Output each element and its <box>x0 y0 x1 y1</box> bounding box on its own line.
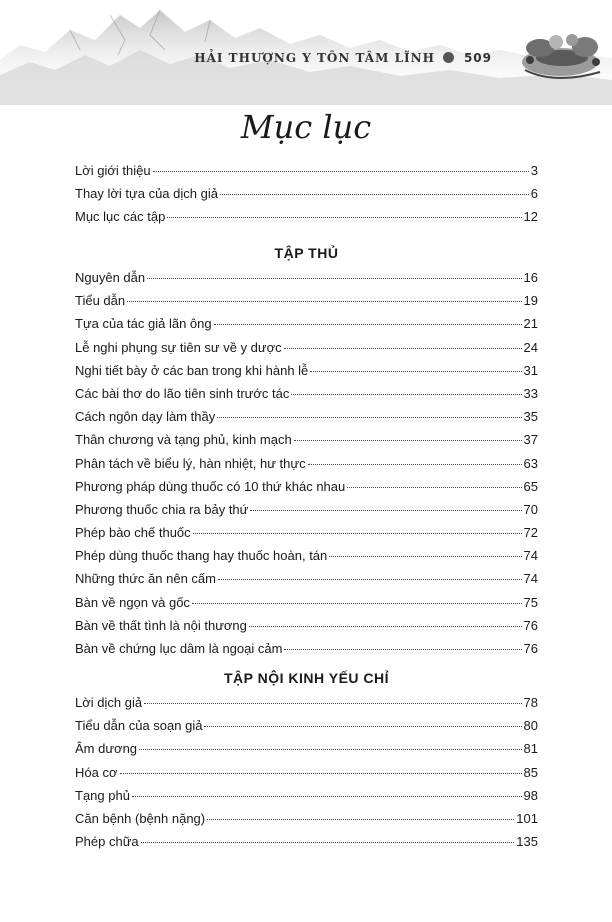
dot-leader <box>310 371 521 372</box>
dot-leader <box>153 171 529 172</box>
dot-leader <box>284 649 521 650</box>
toc-entry[interactable]: Thân chương và tạng phủ, kinh mạch 37 <box>75 432 538 448</box>
toc-entry[interactable]: Tiểu dẫn của soạn giả 80 <box>75 718 538 734</box>
dot-leader <box>141 842 515 843</box>
dot-leader <box>127 301 521 302</box>
toc-entry[interactable]: Nghi tiết bày ở các ban trong khi hành lễ 31 <box>75 362 538 378</box>
dot-leader <box>139 749 522 750</box>
page-number: 509 <box>463 51 492 65</box>
dot-leader <box>347 487 521 488</box>
dot-leader <box>217 417 521 418</box>
dot-leader <box>214 324 522 325</box>
toc-entry[interactable]: Âm dương 81 <box>75 741 538 757</box>
toc-entry[interactable]: Bàn về thất tình là nội thương 76 <box>75 617 538 633</box>
toc-entry[interactable]: Phương thuốc chia ra bảy thứ 70 <box>75 501 538 517</box>
toc-entry[interactable]: Những thức ăn nên cấm 74 <box>75 571 538 587</box>
page-title: Mục lục <box>240 108 372 146</box>
book-title: HẢI THƯỢNG Y TÔN TÂM LĨNH <box>194 51 435 65</box>
dot-leader <box>167 217 521 218</box>
page-header <box>0 0 612 105</box>
toc-entry[interactable]: Phép chữa 135 <box>75 834 538 850</box>
dot-leader <box>294 440 522 441</box>
dot-leader <box>147 278 521 279</box>
toc-entry[interactable]: Hóa cơ 85 <box>75 764 538 780</box>
toc-entry[interactable]: Bàn về chứng lục dâm là ngoại cảm 76 <box>75 641 538 656</box>
toc-entry[interactable]: Tạng phủ 98 <box>75 787 538 803</box>
dot-leader <box>207 819 514 820</box>
dot-leader <box>284 348 522 349</box>
section-tap-thu <box>75 240 538 660</box>
toc-entry[interactable]: Tựa của tác giả lãn ông 21 <box>75 316 538 332</box>
toc-entry[interactable]: Phép dùng thuốc thang hay thuốc hoàn, tán 74 <box>75 548 538 564</box>
dot-leader <box>204 726 521 727</box>
toc-entry[interactable]: Thay lời tựa của dịch giả 6 <box>75 186 538 202</box>
toc-entry[interactable]: Lễ nghi phụng sự tiên sư về y dược 24 <box>75 339 538 355</box>
dot-leader <box>329 556 521 557</box>
toc-entry[interactable]: Lời dịch giả 78 <box>75 695 538 710</box>
toc-entry[interactable]: Các bài thơ do lão tiên sinh trước tác 33 <box>75 385 538 401</box>
toc-entry[interactable]: Cách ngôn dạy làm thầy 35 <box>75 409 538 425</box>
toc-entry[interactable]: Phép bào chế thuốc 72 <box>75 525 538 541</box>
dot-leader <box>250 510 521 511</box>
toc-entry[interactable]: Lời giới thiệu 3 <box>75 163 538 178</box>
dot-leader <box>291 394 521 395</box>
toc-entry[interactable]: Mục lục các tập 12 <box>75 209 538 225</box>
toc-entry[interactable]: Tiểu dẫn 19 <box>75 293 538 309</box>
section-heading: TẬP NỘI KINH YẾU CHỈ <box>223 670 390 686</box>
toc-entry[interactable]: Nguyên dẫn 16 <box>75 270 538 285</box>
section-tap-noi-kinh-yeu-chi <box>75 665 538 853</box>
dot-leader <box>308 464 522 465</box>
dot-leader <box>218 579 522 580</box>
toc-entry[interactable]: Bàn về ngọn và gốc 75 <box>75 594 538 610</box>
dot-leader <box>192 603 522 604</box>
section-heading: TẬP THỦ <box>274 245 339 261</box>
dot-leader <box>132 796 522 797</box>
running-head <box>0 51 492 65</box>
dot-leader <box>120 773 522 774</box>
dot-leader <box>144 703 521 704</box>
intro-entries <box>75 159 538 229</box>
toc-entry[interactable]: Căn bệnh (bệnh nặng) 101 <box>75 810 538 826</box>
dot-leader <box>193 533 522 534</box>
bullet-icon <box>443 52 454 63</box>
dot-leader <box>220 194 529 195</box>
toc-entry[interactable]: Phân tách về biểu lý, hàn nhiệt, hư thực 63 <box>75 455 538 471</box>
toc-entry[interactable]: Phương pháp dùng thuốc có 10 thứ khác nhau 65 <box>75 478 538 494</box>
dot-leader <box>249 626 522 627</box>
